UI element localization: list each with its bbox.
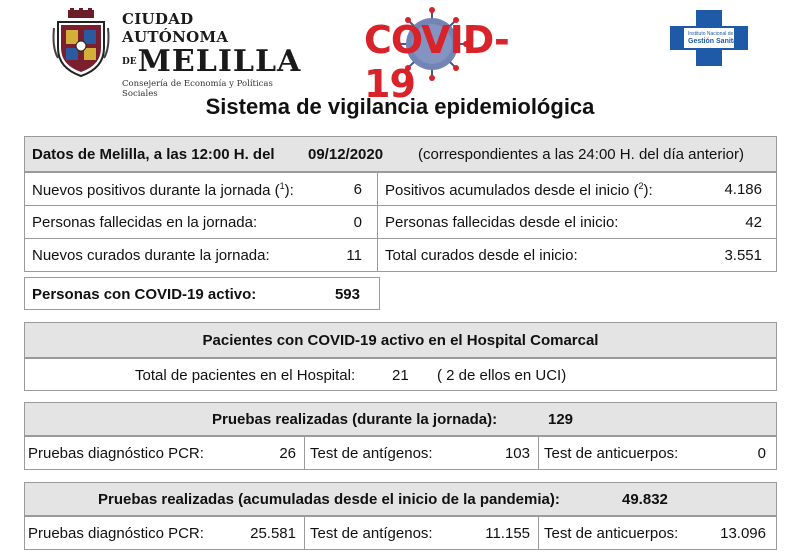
covid-logo-text: COVID-19 <box>364 18 509 106</box>
fallecidos-jornada-label: Personas fallecidas en la jornada: <box>32 214 258 231</box>
footnote-1: 1 <box>279 181 285 191</box>
curados-jornada-label: Nuevos curados durante la jornada: <box>32 247 270 264</box>
positivos-acumulados-label: Positivos acumulados desde el inicio ($^2$): <box>385 181 653 199</box>
covid-logo <box>352 6 522 106</box>
pruebas-jornada-total: 129 <box>548 411 574 428</box>
positivos-acumulados-value: 4.186 <box>724 181 762 198</box>
ingesa-line2: Gestión Sanitaria <box>688 38 746 45</box>
pa-antigenos-value: 11.155 <box>485 525 530 542</box>
ingesa-line1: Instituto Nacional de <box>688 31 734 37</box>
curados-jornada-value: 11 <box>346 247 362 264</box>
page-title: Sistema de vigilancia epidemiológica <box>205 94 595 119</box>
datos-prefix: Datos de Melilla, a las 12:00 H. del <box>32 146 275 163</box>
datos-date: 09/12/2020 <box>308 146 384 163</box>
daily-divider <box>377 172 378 272</box>
pj-pcr-label: Pruebas diagnóstico PCR: <box>28 445 204 462</box>
pruebas-jornada-divider-1 <box>304 436 305 470</box>
fallecidos-jornada-value: 0 <box>353 214 362 231</box>
daily-row-line-1 <box>24 205 777 206</box>
pj-anticuerpos-value: 0 <box>757 445 766 462</box>
daily-row-line-2 <box>24 238 777 239</box>
footnote-2: 2 <box>638 181 644 191</box>
nuevos-positivos-label: Nuevos positivos durante la jornada ($^1$): <box>32 181 294 199</box>
activos-value: 593 <box>334 286 360 303</box>
ingesa-text <box>688 30 746 46</box>
pj-anticuerpos-label: Test de anticuerpos: <box>544 445 679 462</box>
melilla-line1: CIUDAD AUTÓNOMA <box>122 10 229 46</box>
fallecidos-inicio-label: Personas fallecidas desde el inicio: <box>385 214 619 231</box>
pj-pcr-value: 26 <box>279 445 296 462</box>
pa-anticuerpos-label: Test de anticuerpos: <box>544 525 679 542</box>
melilla-de: DE <box>122 57 137 67</box>
pruebas-acumuladas-label: Pruebas realizadas (acumuladas desde el inicio de la pandemia): <box>98 491 560 508</box>
activos-label: Personas con COVID-19 activo: <box>32 286 257 303</box>
fallecidos-inicio-value: 42 <box>745 214 762 231</box>
ingesa-logo <box>670 10 748 66</box>
pruebas-jornada-label: Pruebas realizadas (durante la jornada): <box>212 411 498 428</box>
coat-of-arms-icon <box>52 8 110 78</box>
hospital-uci-text: ( 2 de ellos en UCI) <box>437 367 567 384</box>
hospital-total-value: 21 <box>392 367 409 384</box>
melilla-name: MELILLA <box>137 44 302 79</box>
melilla-line3: Consejería de Economía y Políticas Sociales <box>122 79 273 99</box>
datos-note: (correspondientes a las 24:00 H. del día anterior) <box>418 146 745 163</box>
melilla-line2 <box>122 46 301 78</box>
pj-antigenos-value: 103 <box>504 445 530 462</box>
pa-pcr-value: 25.581 <box>250 525 296 542</box>
curados-inicio-label: Total curados desde el inicio: <box>385 247 578 264</box>
nuevos-positivos-value: 6 <box>353 181 362 198</box>
melilla-logo <box>50 6 302 99</box>
pa-pcr-label: Pruebas diagnóstico PCR: <box>28 525 204 542</box>
pruebas-acumuladas-divider-2 <box>538 516 539 550</box>
curados-inicio-value: 3.551 <box>724 247 762 264</box>
hospital-total-label: Total de pacientes en el Hospital: <box>135 367 356 384</box>
pj-antigenos-label: Test de antígenos: <box>310 445 433 462</box>
pruebas-acumuladas-total: 49.832 <box>622 491 668 508</box>
hospital-header-text: Pacientes con COVID-19 activo en el Hospital Comarcal <box>202 332 599 349</box>
pa-anticuerpos-value: 13.096 <box>720 525 766 542</box>
pruebas-jornada-divider-2 <box>538 436 539 470</box>
pruebas-acumuladas-divider-1 <box>304 516 305 550</box>
pa-antigenos-label: Test de antígenos: <box>310 525 433 542</box>
